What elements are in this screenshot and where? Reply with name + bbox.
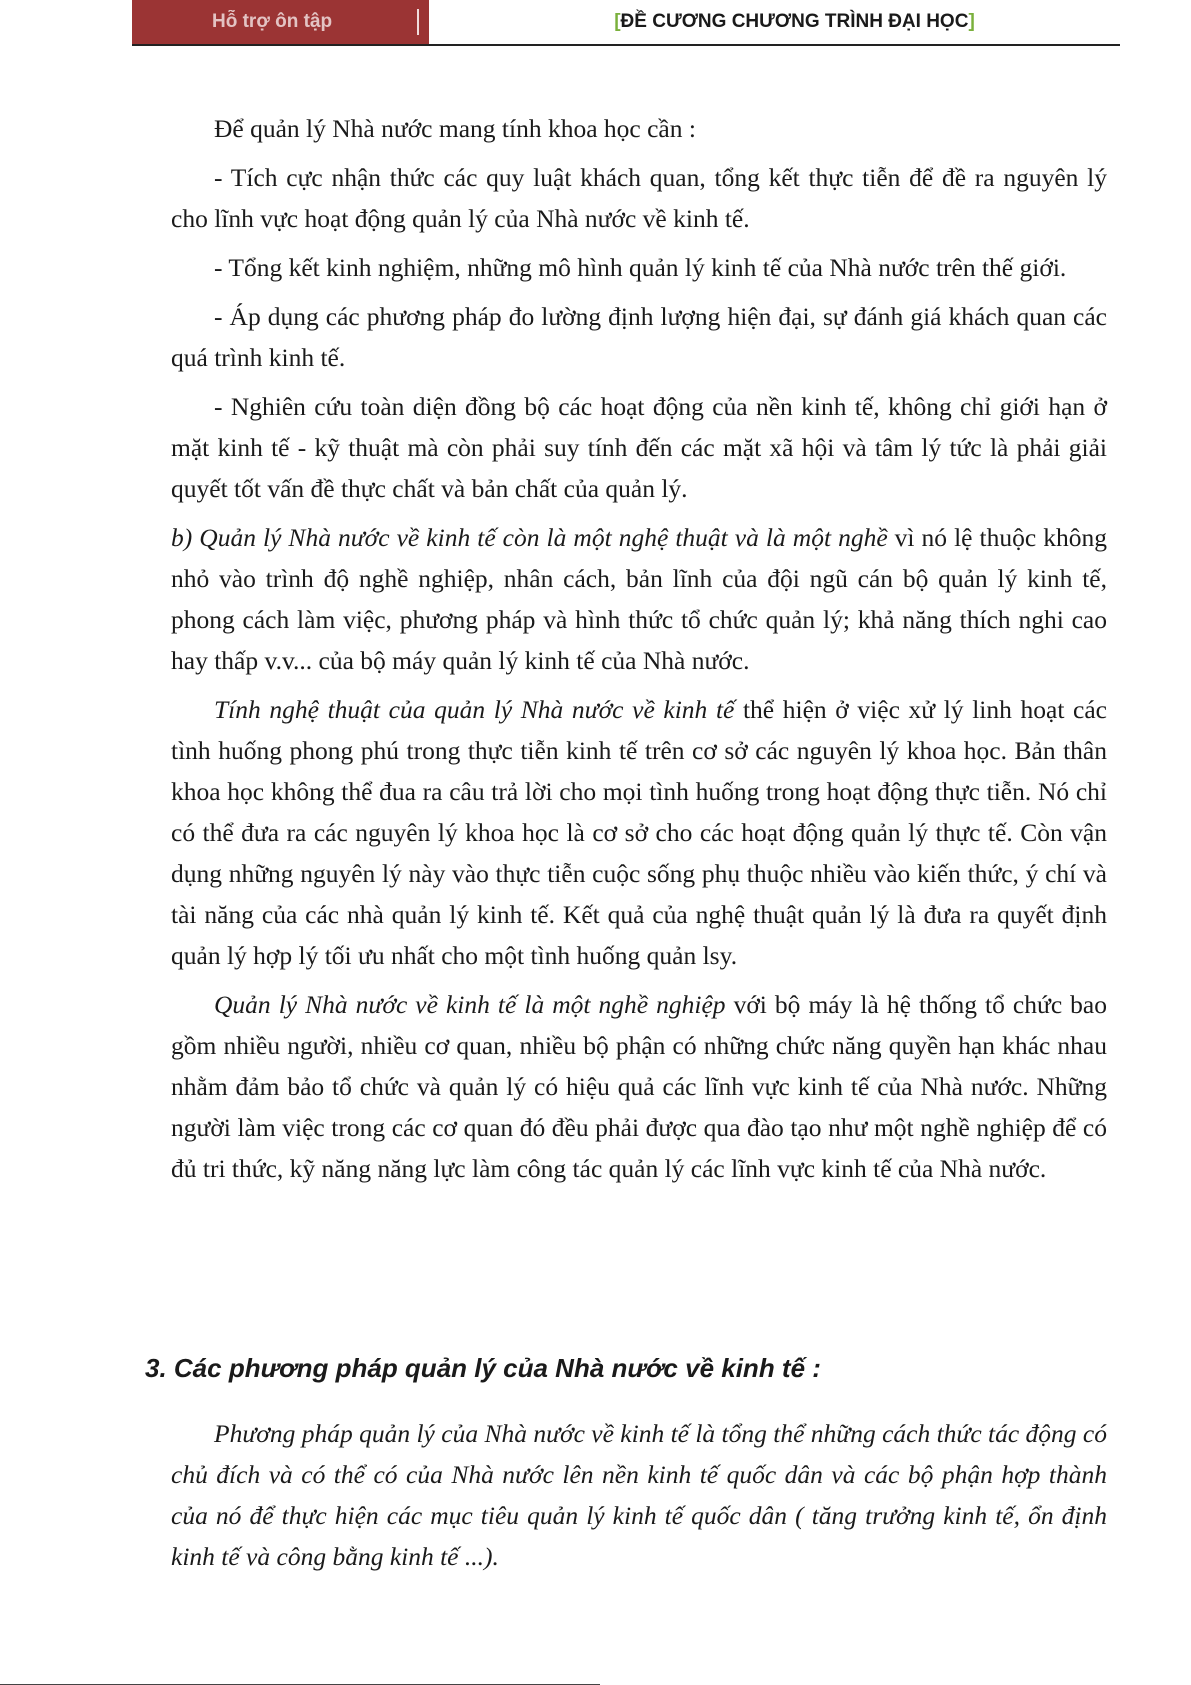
paragraph-profession (171, 984, 1107, 1189)
paragraph-intro: Để quản lý Nhà nước mang tính khoa học cần : (214, 114, 696, 143)
page-header (132, 0, 1120, 46)
paragraph-art-and-profession (171, 517, 1107, 681)
section-body (171, 1413, 1107, 1585)
section-heading: 3. Các phương pháp quản lý của Nhà nước về kinh tế : (145, 1353, 821, 1383)
header-left-label: Hỗ trợ ôn tập (212, 11, 333, 32)
paragraph-bullet-4: - Nghiên cứu toàn diện đồng bộ các hoạt động của nền kinh tế, không chỉ giới hạn ở mặt kinh tế - kỹ thuật mà còn phải suy tính đến các mặt xã hội và tâm lý tức là phải giải quyết tốt vấn đề thực chất và bản chất của quản lý. (171, 392, 1107, 503)
paragraph-bullet-1: - Tích cực nhận thức các quy luật khách quan, tổng kết thực tiễn để đề ra nguyên lý cho lĩnh vực hoạt động quản lý của Nhà nước về kinh tế. (171, 163, 1107, 233)
paragraph-art-nature (171, 689, 1107, 976)
header-bracket-open: [ (614, 11, 621, 32)
section-paragraph: Phương pháp quản lý của Nhà nước về kinh tế là tổng thể những cách thức tác động có chủ đích và có thể có của Nhà nước lên nền kinh tế quốc dân và các bộ phận hợp thành của nó để thực hiện các mục tiêu quản lý kinh tế quốc dân ( tăng trưởng kinh tế, ổn định kinh tế và công bằng kinh tế ...). (171, 1419, 1107, 1571)
header-title: ĐỀ CƯƠNG CHƯƠNG TRÌNH ĐẠI HỌC (620, 11, 969, 32)
header-bracket-close: ] (968, 11, 975, 32)
paragraph-bullet-3: - Áp dụng các phương pháp đo lường định lượng hiện đại, sự đánh giá khách quan các quá trình kinh tế. (171, 302, 1107, 372)
header-separator (417, 9, 419, 35)
paragraph-profession-text: với bộ máy là hệ thống tổ chức bao gồm nhiều người, nhiều cơ quan, nhiều bộ phận có những chức năng quyền hạn khác nhau nhằm đảm bảo tổ chức và quản lý có hiệu quả các lĩnh vực kinh tế của Nhà nước. Những người làm việc trong các cơ quan đó đều phải được qua đào tạo như một nghề nghiệp để có đủ tri thức, kỹ năng năng lực làm công tác quản lý các lĩnh vực kinh tế của Nhà nước. (171, 990, 1107, 1183)
header-right-title (429, 0, 1120, 44)
paragraph-art-nature-text: thể hiện ở việc xử lý linh hoạt các tình huống phong phú trong thực tiễn kinh tế trên cơ sở các nguyên lý khoa học. Bản thân khoa học không thể đua ra câu trả lời cho mọi tình huống trong hoạt động thực tiễn. Nó chỉ có thể đưa ra các nguyên lý khoa học là cơ sở cho các hoạt động quản lý thực tế. Còn vận dụng những nguyên lý này vào thực tiễn cuộc sống phụ thuộc nhiều vào kiến thức, ý chí và tài năng của các nhà quản lý kinh tế. Kết quả của nghệ thuật quản lý là đưa ra quyết định quản lý hợp lý tối ưu nhất cho một tình huống quản lsy. (171, 695, 1107, 970)
header-left-banner (132, 0, 429, 44)
document-body (171, 108, 1107, 1197)
paragraph-art-nature-lead: Tính nghệ thuật của quản lý Nhà nước về kinh tế (214, 695, 735, 724)
paragraph-profession-lead: Quản lý Nhà nước về kinh tế là một nghề nghiệp (214, 990, 726, 1019)
paragraph-art-lead: b) Quản lý Nhà nước về kinh tế còn là một nghệ thuật và là một nghề (171, 523, 888, 552)
paragraph-art-text: vì nó lệ thuộc không nhỏ vào trình độ nghề nghiệp, nhân cách, bản lĩnh của đội ngũ cán bộ quản lý kinh tế, phong cách làm việc, phương pháp và hình thức tổ chức quản lý; khả năng thích nghi cao hay thấp v.v... của bộ máy quản lý kinh tế của Nhà nước. (171, 523, 1107, 675)
paragraph-bullet-2: - Tổng kết kinh nghiệm, những mô hình quản lý kinh tế của Nhà nước trên thế giới. (214, 253, 1067, 282)
